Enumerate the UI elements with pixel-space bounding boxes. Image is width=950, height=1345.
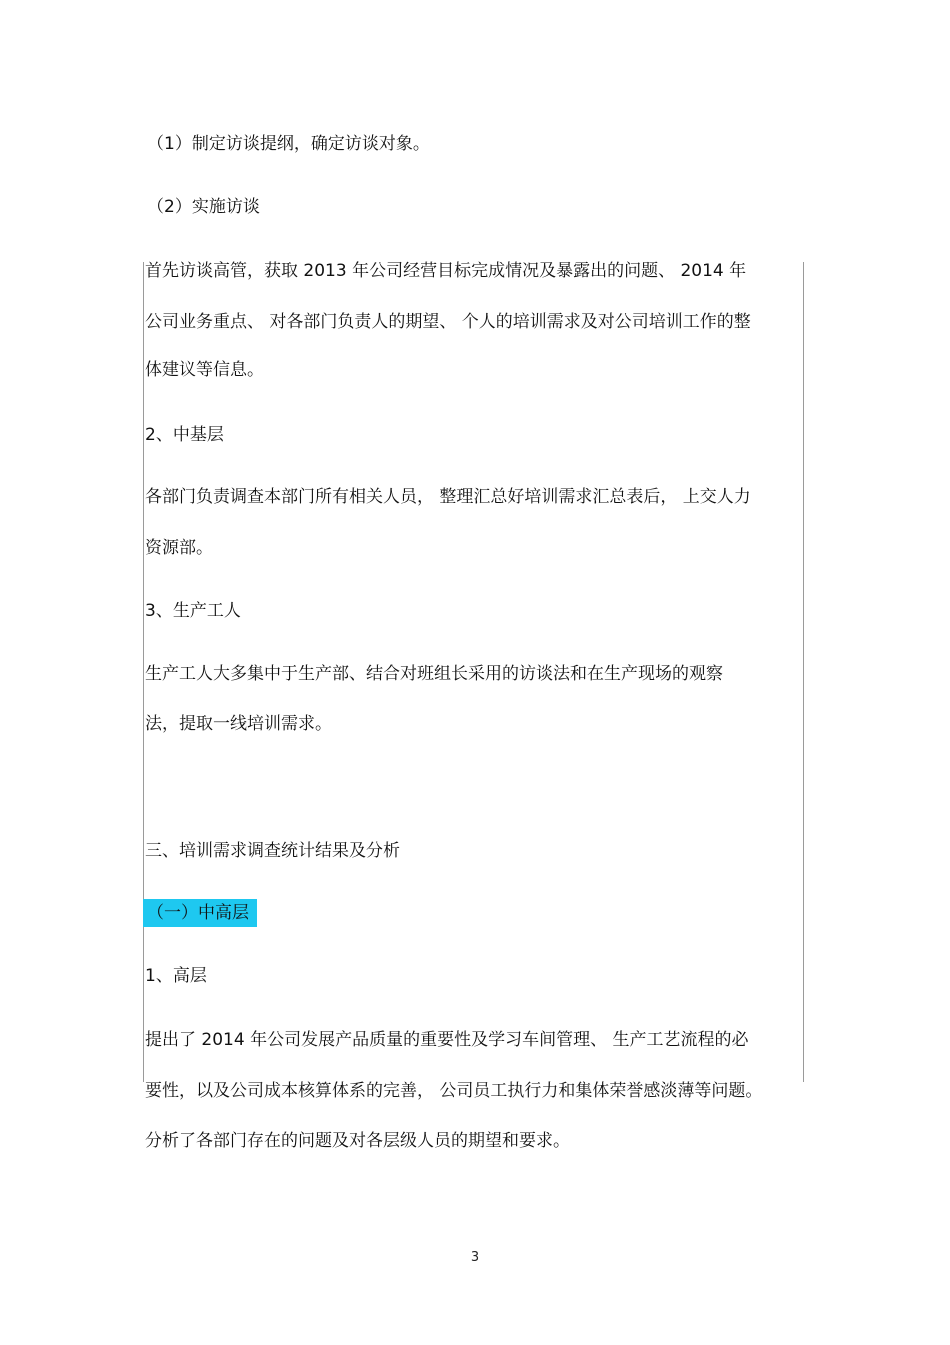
senior-level-text-line-1: 提出了 2014 年公司发展产品质量的重要性及学习车间管理、 生产工艺流程的必	[145, 1030, 749, 1050]
interview-step-2: （2）实施访谈	[147, 197, 260, 217]
senior-level-text-line-3: 分析了各部门存在的问题及对各层级人员的期望和要求。	[145, 1131, 570, 1151]
executive-interview-line-2: 公司业务重点、 对各部门负责人的期望、 个人的培训需求及对公司培训工作的整	[145, 312, 751, 332]
senior-level-heading: 1、高层	[145, 966, 207, 986]
production-workers-heading: 3、生产工人	[145, 601, 241, 621]
highlighted-heading: （一）中高层	[143, 899, 257, 927]
executive-interview-line-3: 体建议等信息。	[145, 360, 264, 380]
mid-level-text-line-2: 资源部。	[145, 538, 213, 558]
page-number: 3	[470, 1250, 480, 1265]
executive-interview-line-1: 首先访谈高管，获取 2013 年公司经营目标完成情况及暴露出的问题、 2014 年	[145, 261, 747, 281]
mid-level-text-line-1: 各部门负责调查本部门所有相关人员， 整理汇总好培训需求汇总表后， 上交人力	[145, 487, 751, 507]
frame-left-border	[143, 262, 144, 1082]
section-three-heading: 三、培训需求调查统计结果及分析	[145, 841, 400, 861]
production-workers-text-line-1: 生产工人大多集中于生产部、结合对班组长采用的访谈法和在生产现场的观察	[145, 664, 723, 684]
senior-level-text-line-2: 要性，以及公司成本核算体系的完善， 公司员工执行力和集体荣誉感淡薄等问题。	[145, 1081, 763, 1101]
interview-step-1: （1）制定访谈提纲，确定访谈对象。	[147, 134, 430, 154]
frame-right-border	[803, 262, 804, 1082]
mid-level-heading: 2、中基层	[145, 425, 224, 445]
production-workers-text-line-2: 法，提取一线培训需求。	[145, 714, 332, 734]
mid-high-level-heading	[145, 902, 257, 924]
